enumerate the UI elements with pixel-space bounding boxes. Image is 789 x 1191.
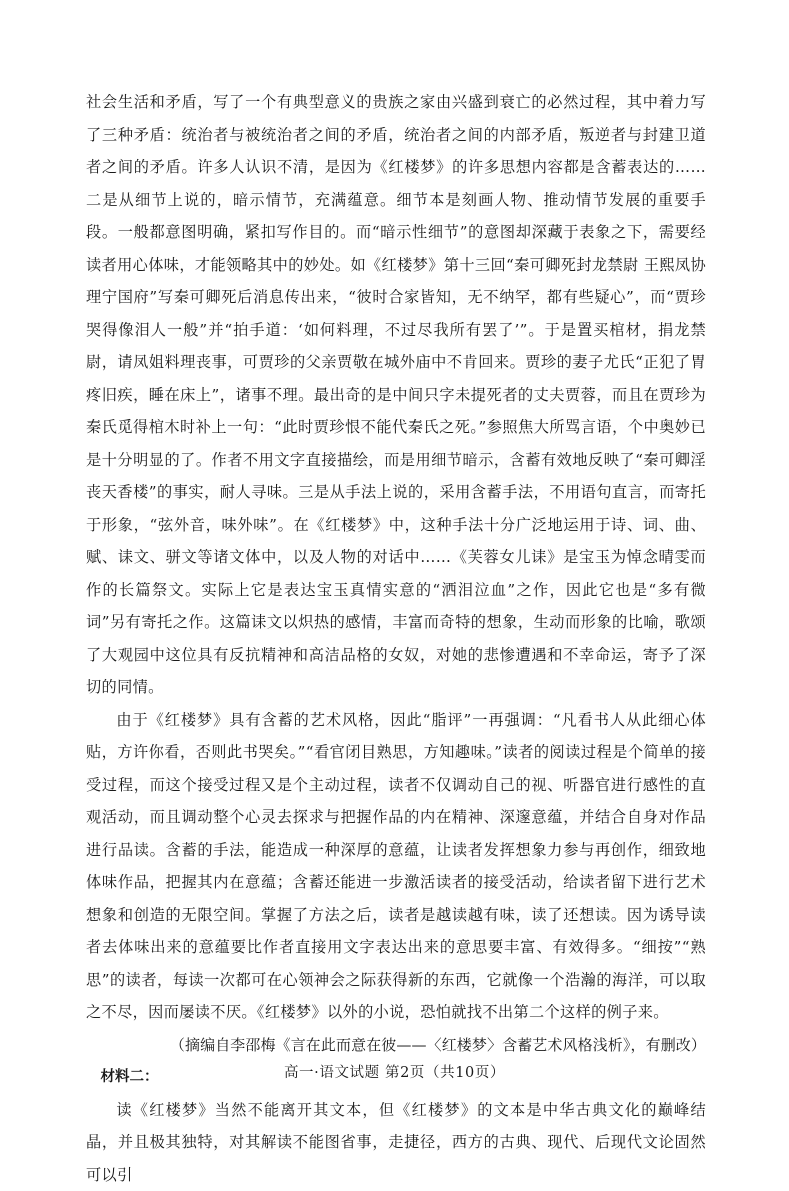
paragraph-reading-process: 由于《红楼梦》具有含蓄的艺术风格，因此“脂评”一再强调：“凡看书人从此细心体贴，方许你看，否则此书哭矣。”“看官闭目熟思，方知趣味。”读者的阅读过程是个简单的接受过程，而这个接受过程又是个主动过程，读者不仅调动自己的视、听器官进行感性的直观活动，而且调动整个心灵去探求与把握作品的内在精神、深邃意蕴，并结合自身对作品进行品读。含蓄的手法，能造成一种深厚的意蕴，让读者发挥想象力参与再创作，细致地体味作品，把握其内在意蕴；含蓄还能进一步激活读者的接受活动，给读者留下进行艺术想象和创造的无限空间。掌握了方法之后，读者是越读越有味，读了还想读。因为诱导读者去体味出来的意蕴要比作者直接用文字表达出来的意思要丰富、有效得多。“细按”“熟思”的读者，每读一次都可在心领神会之际获得新的东西，它就像一个浩瀚的海洋，可以取之不尽，因而屡读不厌。《红楼梦》以外的小说，恐怕就找不出第二个这样的例子来。 (86, 704, 706, 1029)
main-text (86, 86, 706, 1191)
source-citation: （摘编自李邵梅《言在此而意在彼——〈红楼梦〉含蓄艺术风格浅析》，有删改） (86, 1029, 706, 1062)
paragraph-continued: 社会生活和矛盾，写了一个有典型意义的贵族之家由兴盛到衰亡的必然过程，其中着力写了三种矛盾：统治者与被统治者之间的矛盾，统治者之间的内部矛盾，叛逆者与封建卫道者之间的矛盾。许多人认识不清，是因为《红楼梦》的许多思想内容都是含蓄表达的……二是从细节上说的，暗示情节，充满蕴意。细节本是刻画人物、推动情节发展的重要手段。一般都意图明确，紧扣写作目的。而“暗示性细节”的意图却深藏于表象之下，需要经读者用心体味，才能领略其中的妙处。如《红楼梦》第十三回“秦可卿死封龙禁尉 王熙凤协理宁国府”写秦可卿死后消息传出来，“彼时合家皆知，无不纳罕，都有些疑心”，而“贾珍哭得像泪人一般”并“拍手道：‘如何料理，不过尽我所有罢了’”。于是置买棺材，捐龙禁尉，请凤姐料理丧事，可贾珍的父亲贾敬在城外庙中不肯回来。贾珍的妻子尤氏“正犯了胃疼旧疾，睡在床上”，诸事不理。最出奇的是中间只字未提死者的丈夫贾蓉，而且在贾珍为秦氏觅得棺木时补上一句：“此时贾珍恨不能代秦氏之死。”参照焦大所骂言语，个中奥妙已是十分明显的了。作者不用文字直接描绘，而是用细节暗示，含蓄有效地反映了“秦可卿淫丧天香楼”的事实，耐人寻味。三是从手法上说的，采用含蓄手法，不用语句直言，而寄托于形象，“弦外音，味外味”。在《红楼梦》中，这种手法十分广泛地运用于诗、词、曲、赋、诔文、骈文等诸文体中，以及人物的对话中……《芙蓉女儿诔》是宝玉为悼念晴雯而作的长篇祭文。实际上它是表达宝玉真情实意的“洒泪泣血”之作，因此它也是“多有微词”另有寄托之作。这篇诔文以炽热的感情，丰富而奇特的想象，生动而形象的比喻，歌颂了大观园中这位具有反抗精神和高洁品格的女奴，对她的悲惨遭遇和不幸命运，寄予了深切的同情。 (86, 86, 706, 704)
page-footer: 高一·语文试题 第2页（共10页） (0, 1061, 789, 1082)
material-two-heading: 材料二： (86, 1061, 706, 1094)
paragraph-material-two: 读《红楼梦》当然不能离开其文本，但《红楼梦》的文本是中华古典文化的巅峰结晶，并且极其独特，对其解读不能图省事，走捷径，西方的古典、现代、后现代文论固然可以引 (86, 1094, 706, 1191)
